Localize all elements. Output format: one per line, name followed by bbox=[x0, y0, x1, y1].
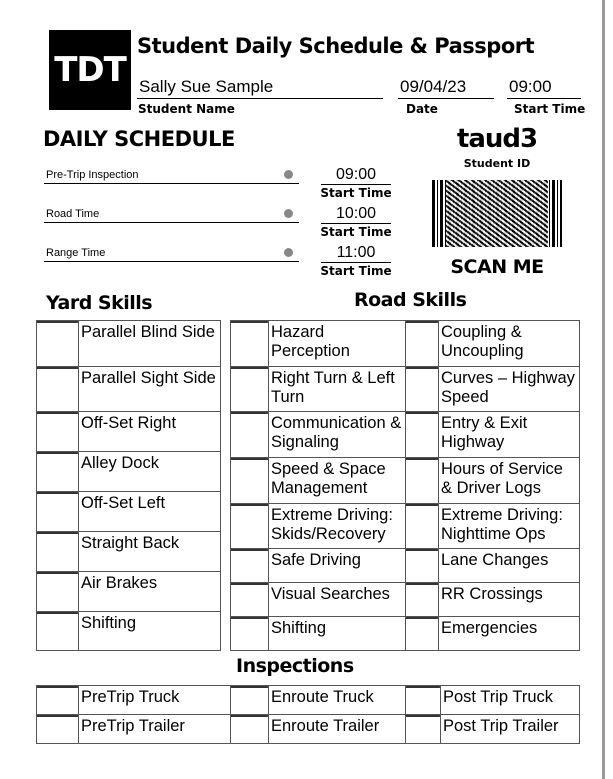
schedule-time-label: Start Time bbox=[320, 264, 392, 278]
skill-checkbox[interactable] bbox=[231, 549, 269, 583]
schedule-time-field[interactable]: 11:00 bbox=[321, 243, 391, 263]
table-row bbox=[231, 412, 580, 458]
skill-checkbox[interactable] bbox=[406, 412, 439, 458]
skill-checkbox[interactable] bbox=[406, 549, 439, 583]
skill-label: PreTrip Truck bbox=[79, 686, 231, 715]
skill-checkbox[interactable] bbox=[231, 367, 269, 412]
skill-label: Off-Set Right bbox=[79, 412, 221, 452]
skill-label: Extreme Driving: Nighttime Ops bbox=[439, 504, 580, 549]
yard-skills-table bbox=[36, 320, 221, 651]
activity-select[interactable] bbox=[44, 207, 299, 223]
table-row bbox=[37, 412, 221, 452]
skill-checkbox[interactable] bbox=[406, 583, 439, 617]
skill-label: Speed & Space Management bbox=[269, 458, 406, 504]
table-row bbox=[37, 686, 580, 715]
skill-label: Lane Changes bbox=[439, 549, 580, 583]
skill-checkbox[interactable] bbox=[406, 715, 441, 744]
skill-checkbox[interactable] bbox=[231, 583, 269, 617]
scan-me-label: SCAN ME bbox=[450, 256, 544, 278]
skill-label: Right Turn & Left Turn bbox=[269, 367, 406, 412]
date-label: Date bbox=[406, 102, 438, 116]
skill-label: Parallel Blind Side bbox=[79, 321, 221, 367]
skill-checkbox[interactable] bbox=[231, 412, 269, 458]
activity-select[interactable] bbox=[44, 246, 299, 262]
skill-checkbox[interactable] bbox=[406, 458, 439, 504]
student-id: taud3 bbox=[456, 124, 538, 154]
skill-checkbox[interactable] bbox=[231, 686, 269, 715]
skill-label: Enroute Trailer bbox=[269, 715, 406, 744]
student-name-field[interactable]: Sally Sue Sample bbox=[137, 77, 383, 99]
skill-checkbox[interactable] bbox=[406, 686, 441, 715]
skill-label: Off-Set Left bbox=[79, 492, 221, 532]
schedule-time-field[interactable]: 10:00 bbox=[321, 204, 391, 224]
page-title: Student Daily Schedule & Passport bbox=[137, 34, 535, 58]
skill-checkbox[interactable] bbox=[37, 412, 79, 452]
student-id-label: Student ID bbox=[463, 157, 531, 170]
skill-checkbox[interactable] bbox=[37, 321, 79, 367]
road-skills-heading: Road Skills bbox=[354, 289, 467, 311]
skill-label: Emergencies bbox=[439, 617, 580, 651]
yard-skills-heading: Yard Skills bbox=[46, 292, 153, 314]
table-row bbox=[231, 321, 580, 367]
skill-checkbox[interactable] bbox=[406, 367, 439, 412]
barcode-image bbox=[432, 180, 562, 247]
dropdown-icon bbox=[284, 209, 293, 218]
activity-value: Pre-Trip Inspection bbox=[46, 169, 139, 181]
table-row bbox=[231, 458, 580, 504]
skill-label: Entry & Exit Highway bbox=[439, 412, 580, 458]
skill-checkbox[interactable] bbox=[231, 321, 269, 367]
skill-label: Communication & Signaling bbox=[269, 412, 406, 458]
skill-checkbox[interactable] bbox=[231, 617, 269, 651]
skill-label: Hours of Service & Driver Logs bbox=[439, 458, 580, 504]
skill-label: Shifting bbox=[79, 612, 221, 651]
skill-label: RR Crossings bbox=[439, 583, 580, 617]
skill-label: Air Brakes bbox=[79, 572, 221, 612]
inspections-heading: Inspections bbox=[236, 655, 354, 677]
table-row bbox=[37, 532, 221, 572]
table-row bbox=[37, 367, 221, 412]
start-time-label: Start Time bbox=[514, 102, 586, 116]
table-row bbox=[37, 452, 221, 492]
skill-checkbox[interactable] bbox=[406, 617, 439, 651]
table-row bbox=[231, 617, 580, 651]
table-row bbox=[37, 572, 221, 612]
table-row bbox=[231, 504, 580, 549]
tdt-logo: TDT bbox=[49, 30, 131, 110]
skill-checkbox[interactable] bbox=[231, 504, 269, 549]
skill-label: Enroute Truck bbox=[269, 686, 406, 715]
skill-label: Coupling & Uncoupling bbox=[439, 321, 580, 367]
skill-label: Hazard Perception bbox=[269, 321, 406, 367]
schedule-time-label: Start Time bbox=[320, 225, 392, 239]
student-name-label: Student Name bbox=[138, 102, 235, 116]
skill-checkbox[interactable] bbox=[37, 686, 79, 715]
schedule-time-field[interactable]: 09:00 bbox=[321, 165, 391, 185]
skill-label: PreTrip Trailer bbox=[79, 715, 231, 744]
table-row bbox=[231, 549, 580, 583]
daily-schedule-heading: DAILY SCHEDULE bbox=[43, 127, 235, 151]
skill-label: Parallel Sight Side bbox=[79, 367, 221, 412]
skill-label: Alley Dock bbox=[79, 452, 221, 492]
schedule-time-label: Start Time bbox=[320, 186, 392, 200]
dropdown-icon bbox=[284, 248, 293, 257]
table-row bbox=[37, 492, 221, 532]
page-edge bbox=[602, 0, 605, 779]
inspections-table bbox=[36, 685, 580, 744]
road-skills-table bbox=[230, 320, 580, 651]
table-row bbox=[231, 367, 580, 412]
table-row bbox=[37, 612, 221, 651]
skill-checkbox[interactable] bbox=[231, 458, 269, 504]
table-row bbox=[37, 321, 221, 367]
skill-label: Post Trip Trailer bbox=[441, 715, 580, 744]
skill-checkbox[interactable] bbox=[406, 321, 439, 367]
activity-value: Range Time bbox=[46, 247, 106, 259]
skill-checkbox[interactable] bbox=[37, 492, 79, 532]
skill-label: Straight Back bbox=[79, 532, 221, 572]
date-field[interactable]: 09/04/23 bbox=[398, 77, 494, 99]
skill-label: Curves – Highway Speed bbox=[439, 367, 580, 412]
table-row bbox=[231, 583, 580, 617]
activity-select[interactable] bbox=[44, 168, 299, 184]
skill-label: Post Trip Truck bbox=[441, 686, 580, 715]
skill-checkbox[interactable] bbox=[37, 452, 79, 492]
skill-label: Safe Driving bbox=[269, 549, 406, 583]
skill-checkbox[interactable] bbox=[37, 715, 79, 744]
skill-checkbox[interactable] bbox=[231, 715, 269, 744]
skill-checkbox[interactable] bbox=[37, 612, 79, 651]
skill-label: Visual Searches bbox=[269, 583, 406, 617]
skill-label: Extreme Driving: Skids/Recovery bbox=[269, 504, 406, 549]
skill-checkbox[interactable] bbox=[37, 532, 79, 572]
table-row bbox=[37, 715, 580, 744]
dropdown-icon bbox=[284, 170, 293, 179]
skill-checkbox[interactable] bbox=[406, 504, 439, 549]
start-time-field[interactable]: 09:00 bbox=[507, 77, 581, 99]
skill-checkbox[interactable] bbox=[37, 367, 79, 412]
skill-label: Shifting bbox=[269, 617, 406, 651]
activity-value: Road Time bbox=[46, 208, 100, 220]
skill-checkbox[interactable] bbox=[37, 572, 79, 612]
